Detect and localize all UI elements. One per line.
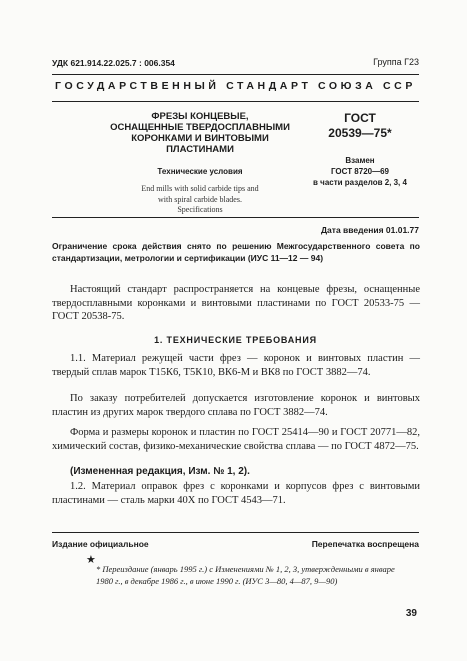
- english-title-line-2: with spiral carbide blades.: [158, 194, 242, 204]
- gost-block: [300, 111, 420, 188]
- english-title-line-3: Specifications: [177, 205, 223, 214]
- footer-rule: [52, 532, 419, 533]
- paragraph-1-1: 1.1. Материал режущей части фрез — коронок и винтовых пластин — твердый сплав марок Т15К6, Т5К10, ВК6-М и ВК8 по ГОСТ 3882—74.: [52, 353, 420, 378]
- section-title: 1. ТЕХНИЧЕСКИЕ ТРЕБОВАНИЯ: [154, 335, 317, 345]
- intro-paragraph: Настоящий стандарт распространяется на концевые фрезы, оснащенные твердосплавными коронками и винтовыми пластинами по ГОСТ 20533-75 — ГОСТ 20538-75.: [52, 284, 420, 322]
- gost-number: 20539—75*: [328, 126, 392, 140]
- group-code: Группа Г23: [373, 57, 419, 67]
- introduction-date: Дата введения 01.01.77: [321, 225, 419, 235]
- gost-label: ГОСТ: [344, 111, 376, 125]
- star-icon: ★: [86, 554, 96, 566]
- replaces-block: [300, 155, 420, 188]
- title-block: [100, 111, 300, 216]
- subtitle: Технические условия: [157, 167, 243, 176]
- paragraph-order: По заказу потребителей допускается изготовление коронок и винтовых пластин из других марок твердого сплава по ГОСТ 3882—74.: [52, 393, 420, 418]
- english-title-line-1: End mills with solid carbide tips and: [141, 184, 259, 193]
- replaces-label: Взамен: [345, 156, 375, 165]
- paragraph-form: Форма и размеры коронок и пластин по ГОСТ 25414—90 и ГОСТ 20771—82, химический состав, физико-механические свойства сплава — по ГОСТ 4872—75.: [52, 427, 420, 452]
- replaces-gost: ГОСТ 8720—69: [330, 167, 390, 176]
- title-line-2: ОСНАЩЕННЫЕ ТВЕРДОСПЛАВНЫМИ: [110, 122, 290, 133]
- title-line-3: КОРОНКАМИ И ВИНТОВЫМИ ПЛАСТИНАМИ: [131, 133, 269, 155]
- header-rule-bottom: [52, 101, 419, 102]
- amendment-note: (Измененная редакция, Изм. № 1, 2).: [70, 466, 250, 477]
- standard-heading: ГОСУДАРСТВЕННЫЙ СТАНДАРТ СОЮЗА ССР: [55, 80, 416, 92]
- reprint-notice: Перепечатка воспрещена: [311, 539, 419, 549]
- paragraph-1-2: 1.2. Материал оправок фрез с коронками и корпусов фрез с винтовыми пластинами — сталь марки 40Х по ГОСТ 4543—71.: [52, 481, 420, 506]
- replaces-note: в части разделов 2, 3, 4: [313, 178, 407, 187]
- official-edition: Издание официальное: [52, 539, 149, 549]
- reissue-footnote: * Переиздание (январь 1995 г.) с Изменениями № 1, 2, 3, утвержденными в январе 1980 г., в декабре 1986 г., в июне 1990 г. (ИУС 3—80, 4—87, 9—90): [96, 564, 395, 586]
- title-line-1: ФРЕЗЫ КОНЦЕВЫЕ,: [151, 111, 249, 122]
- english-title: [100, 184, 300, 216]
- udk-code: УДК 621.914.22.025.7 : 006.354: [52, 58, 175, 68]
- page-number: 39: [405, 608, 417, 619]
- header-rule-top: [52, 74, 419, 75]
- limitation-notice: Ограничение срока действия снято по решению Межгосударственного совета по стандартизации, метрологии и сертификации (ИУС 11—12 — 94): [52, 241, 420, 263]
- title-rule: [52, 217, 419, 218]
